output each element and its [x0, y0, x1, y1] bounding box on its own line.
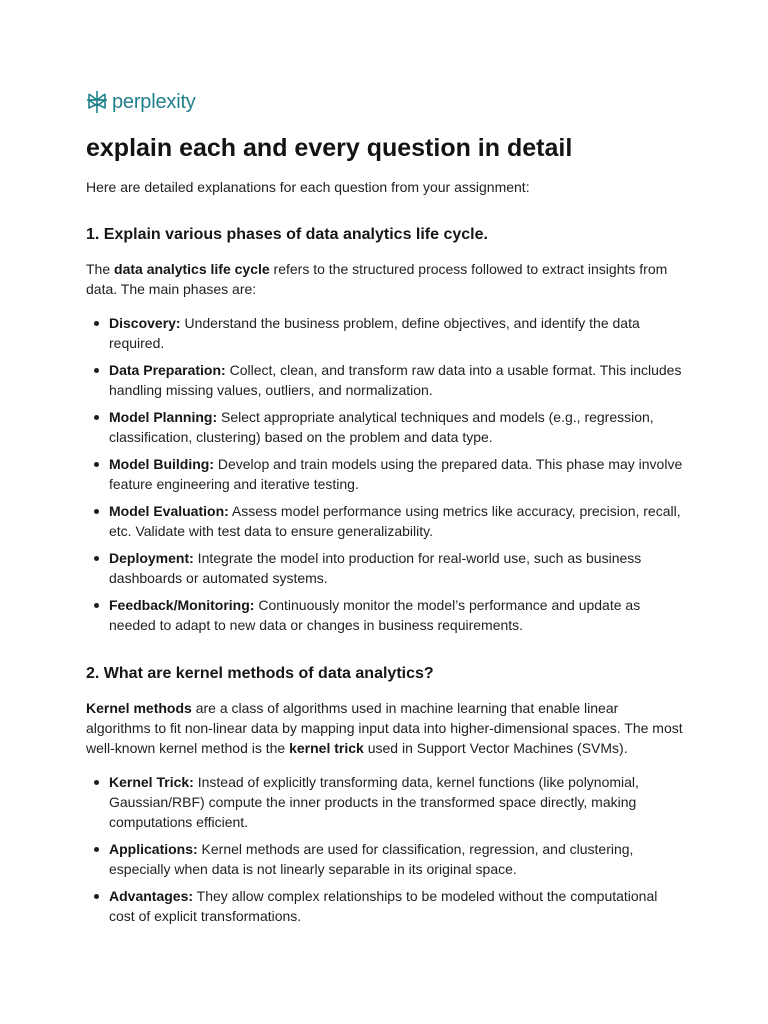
section-heading: 2. What are kernel methods of data analytics? [86, 665, 434, 682]
section-2 [86, 663, 684, 926]
intro-text: Here are detailed explanations for each question from your assignment: [86, 179, 530, 195]
phase-list [86, 313, 684, 635]
list-item: Data Preparation: Collect, clean, and transform raw data into a usable format. This includes handling missing values, outliers, and normalization. [86, 360, 684, 400]
list-item: Feedback/Monitoring: Continuously monitor the model’s performance and update as needed to adapt to new data or changes in business requirements. [86, 595, 684, 635]
kernel-list [86, 772, 684, 926]
list-item: Model Planning: Select appropriate analytical techniques and models (e.g., regression, classification, clustering) based on the problem and data type. [86, 407, 684, 447]
section-paragraph: Kernel methods are a class of algorithms used in machine learning that enable linear algorithms to fit non-linear data by mapping input data into higher-dimensional spaces. The most well-known kernel method is the kernel trick used in Support Vector Machines (SVMs). [86, 700, 683, 756]
bold-term: Kernel methods [86, 700, 192, 716]
list-item: Deployment: Integrate the model into production for real-world use, such as business dashboards or automated systems. [86, 548, 684, 588]
list-item: Discovery: Understand the business problem, define objectives, and identify the data required. [86, 313, 684, 353]
list-item: Applications: Kernel methods are used for classification, regression, and clustering, especially when data is not linearly separable in its original space. [86, 839, 684, 879]
bold-term: kernel trick [289, 740, 364, 756]
list-item: Advantages: They allow complex relationships to be modeled without the computational cost of explicit transformations. [86, 886, 684, 926]
brand-logo [86, 88, 684, 116]
list-item: Kernel Trick: Instead of explicitly transforming data, kernel functions (like polynomial, Gaussian/RBF) compute the inner products in the transformed space directly, making computations efficient. [86, 772, 684, 832]
bold-term: data analytics life cycle [114, 261, 270, 277]
list-item: Model Evaluation: Assess model performance using metrics like accuracy, precision, recall, etc. Validate with test data to ensure generalizability. [86, 501, 684, 541]
brand-name: perplexity [112, 90, 196, 113]
list-item: Model Building: Develop and train models using the prepared data. This phase may involve feature engineering and iterative testing. [86, 454, 684, 494]
perplexity-logo-icon [86, 90, 108, 114]
section-paragraph: The data analytics life cycle refers to the structured process followed to extract insights from data. The main phases are: [86, 261, 668, 297]
page-title: explain each and every question in detail [86, 134, 573, 162]
section-1 [86, 224, 684, 635]
section-heading: 1. Explain various phases of data analytics life cycle. [86, 226, 488, 243]
